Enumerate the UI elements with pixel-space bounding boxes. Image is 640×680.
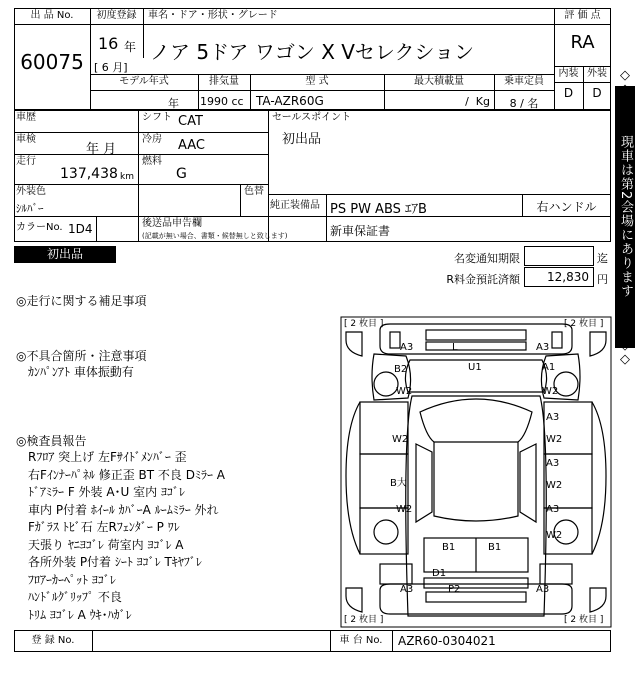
mark-right-quarter-a: A3	[546, 504, 560, 515]
sales-point-label: セールスポイント	[272, 112, 352, 123]
chassis-value: AZR60-0304021	[398, 634, 496, 648]
inspector-report-line: ﾌﾛｱｰｶｰﾍﾟｯﾄ ﾖｺﾞﾚ	[28, 572, 116, 587]
color-no-value: 1D4	[68, 222, 93, 236]
driving-notes-title: ◎走行に関する補足事項	[16, 294, 147, 308]
mark-hood: U1	[468, 362, 482, 373]
mark-right-rear-door-w: W2	[546, 480, 563, 491]
type-label: 型 式	[305, 76, 329, 87]
mark-left-front-door: W2	[392, 434, 409, 445]
ac-label: 冷房	[142, 134, 162, 145]
inspector-report-line: 右Fｲﾝﾅｰﾊﾟﾈﾙ 修正歪 BT 不良 Dﾐﾗｰ A	[28, 467, 225, 482]
diagram-top-right-label: [ 2 枚目 ]	[564, 319, 604, 329]
interior-label: 内装	[558, 68, 579, 79]
inspector-report-line: ﾄﾘﾑ ﾖｺﾞﾚ A ｳｷ･ﾊｶﾞﾚ	[28, 607, 132, 622]
fuel-label: 燃料	[142, 156, 162, 167]
lot-label: 出 品 No.	[30, 10, 74, 21]
mark-front-bumper-center: L	[452, 342, 458, 353]
recycle-value: 12,830	[524, 267, 594, 287]
mileage-unit: km	[120, 172, 134, 182]
mileage-label: 走行	[16, 156, 36, 167]
mark-tailgate-right: B1	[488, 542, 502, 553]
capacity-label: 乗車定員	[504, 76, 544, 87]
name-change-label: 名変通知期限	[454, 252, 520, 265]
mark-right-front-door-w: W2	[546, 434, 563, 445]
color-change-label: 色替	[244, 186, 264, 197]
ext-color-value: ｼﾙﾊﾞｰ	[16, 202, 44, 215]
mark-right-rear-door-a: A3	[546, 458, 560, 469]
lot-number: 60075	[20, 50, 84, 74]
load-label: 最大積載量	[414, 76, 464, 87]
shift-label: シフト	[142, 112, 172, 123]
name-change-field	[524, 246, 594, 266]
aftermarket-note: (記載が無い場合、書類・候替無しと致します)	[142, 232, 288, 240]
inspector-report-line: 車内 P付着 ﾎｲｰﾙ ｶﾊﾞｰA ﾙｰﾑﾐﾗｰ 外れ	[28, 502, 219, 517]
warranty-value: 新車保証書	[330, 224, 391, 238]
exterior-grade: D	[592, 86, 602, 100]
mark-right-quarter-w: W2	[546, 530, 563, 541]
mark-right-fender-w: W2	[542, 386, 559, 397]
mark-right-fender: A1	[542, 362, 556, 373]
shift-value: CAT	[178, 114, 203, 129]
mark-left-quarter: W2	[396, 504, 413, 515]
inspector-title: ◎検査員報告	[16, 434, 87, 448]
inspector-report-line: 各所外装 P付着 ｼｰﾄ ﾖｺﾞﾚ Tｷﾔﾌﾞﾚ	[28, 555, 202, 569]
diagram-bottom-left-label: [ 2 枚目 ]	[344, 615, 384, 625]
venue-notice: 現車は第2会場にあります	[615, 86, 635, 348]
recycle-unit: 円	[597, 273, 608, 286]
fuel-value: G	[176, 166, 187, 182]
first-reg-year: 16	[98, 34, 119, 53]
first-reg-label: 初度登録	[96, 10, 137, 21]
mark-front-bumper-right: A3	[536, 342, 550, 353]
ext-color-label: 外装色	[16, 186, 46, 197]
inspector-report-line: ﾊﾝﾄﾞﾙｸﾞﾘｯﾌﾟ 不良	[28, 590, 122, 604]
exterior-label: 外装	[587, 68, 607, 79]
model-year-label: モデル年式	[119, 76, 169, 87]
inspector-report-line: Rﾌﾛｱ 突上げ 左Fｻｲﾄﾞﾒﾝﾊﾞｰ 歪	[28, 450, 187, 464]
first-reg-month: [ 6 月]	[94, 61, 128, 74]
mark-rear-bumper-left: A3	[400, 584, 414, 595]
equipment-value: PS PW ABS ｴｱB	[330, 202, 427, 217]
mark-rear-bumper-center: P2	[448, 584, 461, 595]
displacement-value: 1990 cc	[200, 95, 244, 108]
grade-label: 評 価 点	[564, 10, 601, 21]
notice-diamond-bottom: ◇	[620, 338, 630, 353]
inspector-report-line: ﾄﾞｱﾐﾗｰ F 外装 A･U 室内 ﾖｺﾞﾚ	[28, 485, 185, 499]
name-change-unit: 迄	[597, 252, 608, 265]
chassis-label: 車 台 No.	[339, 635, 383, 646]
equipment-label: 純正装備品	[270, 200, 320, 211]
inspection-label: 車検	[16, 134, 36, 145]
inspector-report-line: 天張り ﾔﾆﾖｺﾞﾚ 荷室内 ﾖｺﾞﾚ A	[28, 537, 184, 552]
diagram-top-left-label: [ 2 枚目 ]	[344, 319, 384, 329]
mark-right-front-door-a: A3	[546, 412, 560, 423]
mark-rear-bumper-right: A3	[536, 584, 550, 595]
mark-rear-d1: D1	[432, 568, 447, 579]
sales-point-value: 初出品	[282, 132, 322, 147]
history-label: 車歴	[16, 112, 36, 123]
defects-title: ◎不具合箇所・注意事項	[16, 349, 147, 363]
diagram-bottom-right-label: [ 2 枚目 ]	[564, 615, 604, 625]
footer-frame	[14, 630, 611, 652]
mileage-value: 137,438	[60, 166, 118, 182]
load-value: / Kg	[465, 95, 490, 108]
ac-value: AAC	[178, 138, 205, 153]
notice-diamond-bottom2: ◇	[620, 352, 630, 367]
year-unit: 年	[124, 40, 137, 54]
inspector-report-line: Fｶﾞﾗｽ ﾄﾋﾞ石 左Rﾌｪﾝﾀﾞｰ P ﾜﾚ	[28, 520, 180, 534]
model-year-unit: 年	[168, 97, 179, 110]
first-listing-badge: 初出品	[14, 246, 116, 263]
displacement-label: 排気量	[209, 76, 239, 87]
registration-label: 登 録 No.	[31, 635, 75, 646]
mark-left-rear-door: B大	[390, 478, 407, 489]
car-name-label: 車名・ドア・形状・グレード	[148, 10, 278, 21]
recycle-label: R料金預託済額	[446, 273, 520, 286]
mark-left-fender-w: W2	[396, 386, 413, 397]
notice-diamond-top: ◇	[620, 68, 630, 83]
grade-value: RA	[570, 32, 595, 53]
defects-text: ｶﾝﾊﾟﾝｱﾄ 車体振動有	[28, 365, 134, 379]
interior-grade: D	[563, 86, 574, 100]
handle-value: 右ハンドル	[536, 200, 597, 214]
vehicle-damage-diagram	[340, 316, 612, 628]
mark-left-fender: B2	[394, 364, 408, 375]
mark-front-bumper-left: A3	[400, 342, 414, 353]
inspection-value: 年 月	[86, 142, 117, 157]
aftermarket-label: 後送品申告欄	[142, 218, 202, 229]
capacity-value: 8 / 名	[509, 97, 539, 110]
type-value: TA-AZR60G	[256, 94, 324, 108]
mark-tailgate-left: B1	[442, 542, 456, 553]
color-no-label: カラーNo.	[16, 222, 63, 233]
car-name: ノア 5ドア ワゴン X Vセレクション	[150, 40, 475, 64]
